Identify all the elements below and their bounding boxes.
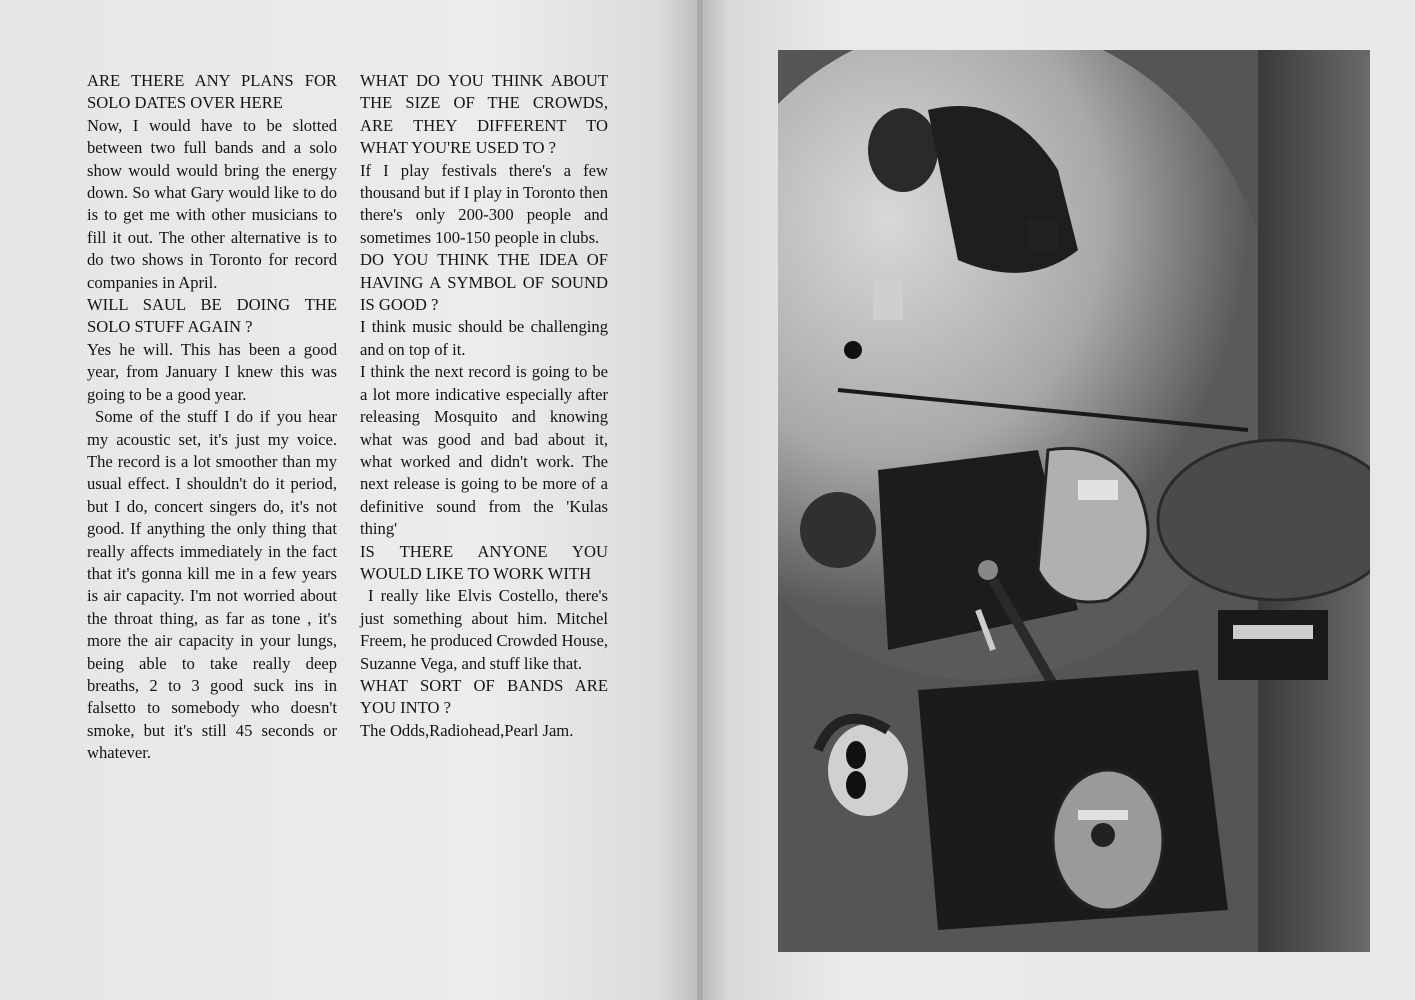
interview-answer: I think the next record is going to be a lot more indicative especially after releasing Mosquito and knowing what was good and bad about it, what worked and didn't work. The next release is going to be more of a definitive sound from the 'Kulas thing' bbox=[360, 362, 608, 539]
interview-answer: I think music should be challenging and on top of it. bbox=[360, 317, 608, 359]
band-photo bbox=[778, 50, 1370, 952]
interview-answer: If I play festivals there's a few thousand but if I play in Toronto then there's only 200-300 people and sometimes 100-150 people in clubs. bbox=[360, 160, 608, 247]
interview-answer: Now, I would have to be slotted between two full bands and a solo show would would bring the energy down. So what Gary would like to do is to get me with other musicians to fill it out. The other alternative is to do two shows in Toronto for record companies in April. bbox=[87, 115, 337, 292]
middle-text-column bbox=[360, 70, 608, 742]
interview-question: ARE THERE ANY PLANS FOR SOLO DATES OVER HERE bbox=[87, 71, 337, 113]
band-photo-illustration bbox=[778, 50, 1370, 952]
interview-question: WHAT SORT OF BANDS ARE YOU INTO ? bbox=[360, 675, 608, 718]
interview-answer: I really like Elvis Costello, there's just something about him. Mitchel Freem, he produced Crowded House, Suzanne Vega, and stuff like that. bbox=[360, 586, 608, 673]
interview-question: DO YOU THINK THE IDEA OF HAVING A SYMBOL OF SOUND IS GOOD ? bbox=[360, 250, 608, 315]
interview-question: WHAT DO YOU THINK ABOUT THE SIZE OF THE CROWDS, ARE THEY DIFFERENT TO WHAT YOU'RE USED TO ? bbox=[360, 71, 608, 158]
left-text-column bbox=[87, 70, 337, 765]
interview-answer: Some of the stuff I do if you hear my acoustic set, it's just my voice. The record is a lot smoother than my usual effect. I shouldn't do it period, but I do, concert singers do, it's not good. If anything the only thing that really affects immediately in the fact that it's gonna kill me in a few years is air capacity. I'm not worried about the throat thing, as far as tone , it's more the air capacity in your lungs, being able to take really deep breaths, 2 to 3 good suck ins in falsetto to somebody who doesn't smoke, but it's still 45 seconds or whatever. bbox=[87, 407, 337, 763]
page-spine bbox=[697, 0, 703, 1000]
interview-answer: Yes he will. This has been a good year, from January I knew this was going to be a good year. bbox=[87, 339, 337, 404]
interview-question: WILL SAUL BE DOING THE SOLO STUFF AGAIN ? bbox=[87, 295, 337, 337]
interview-question: IS THERE ANYONE YOU WOULD LIKE TO WORK WITH bbox=[360, 541, 608, 583]
interview-answer: The Odds,Radiohead,Pearl Jam. bbox=[360, 720, 574, 740]
